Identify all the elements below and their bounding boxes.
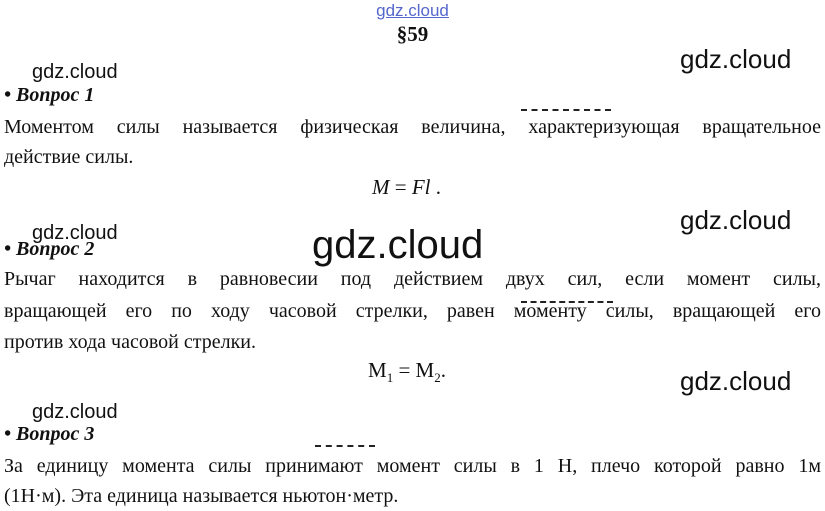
formula-subscript: 2 <box>434 370 441 386</box>
watermark: gdz.cloud <box>680 366 792 396</box>
formula-equals: = <box>393 358 416 382</box>
answer-line: против хода часовой стрелки. <box>4 331 257 353</box>
answer-line: (1Н·м). Эта единица называется ньютон·метр. <box>4 485 399 507</box>
question-heading: • Вопрос 3 <box>4 423 95 445</box>
formula-force-arm: Fl <box>411 175 431 199</box>
answer-line: Рычаг находится в равновесии под действием двух сил, если момент силы, <box>4 268 821 290</box>
scan-artifact-dash <box>315 445 375 447</box>
question-heading: • Вопрос 1 <box>4 84 95 106</box>
formula-period: . <box>440 358 446 382</box>
formula <box>368 358 446 386</box>
answer-line: вращающей его по ходу часовой стрелки, равен моменту силы, вращающей его <box>4 300 821 322</box>
answer-line: действие силы. <box>4 146 134 168</box>
section-title: §59 <box>396 22 429 46</box>
formula <box>372 175 441 200</box>
scan-artifact-dash <box>521 301 613 303</box>
watermark: gdz.cloud <box>680 44 792 74</box>
answer-line: Моментом силы называется физическая величина, характеризующая вращательное <box>4 116 821 138</box>
watermark-top: gdz.cloud <box>376 1 449 20</box>
answer-line: За единицу момента силы принимают момент силы в 1 Н, плечо которой равно 1м <box>4 455 821 477</box>
formula-period: . <box>430 175 442 199</box>
formula-moment-1: M <box>368 358 387 382</box>
watermark: gdz.cloud <box>32 401 118 423</box>
formula-moment-symbol: M <box>372 175 390 199</box>
watermark: gdz.cloud <box>32 61 118 83</box>
watermark: gdz.cloud <box>32 222 118 244</box>
formula-equals: = <box>389 175 412 199</box>
formula-moment-2: M <box>415 358 435 382</box>
question-heading: • Вопрос 2 <box>4 238 95 260</box>
watermark-center: gdz.cloud <box>312 223 484 267</box>
watermark: gdz.cloud <box>680 205 792 235</box>
formula-subscript: 1 <box>386 370 394 386</box>
scan-artifact-dash <box>521 109 611 111</box>
